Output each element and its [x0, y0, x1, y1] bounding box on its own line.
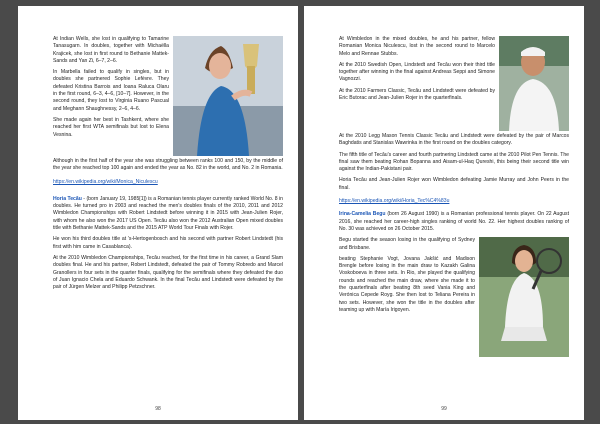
male-player-photo	[499, 36, 569, 131]
paragraph: In Marbella failed to qualify in singles, but in doubles she partnered Sophie Lefèvre. They defeated Kristina Barrois and Ioana Raluca Olaru in the first round, 6–3, 4–6, [10–7]. However, in the second round, they lost to Virginia Ruano Pascual and Meghann Shaughnessy, 2–6, 4–6.	[53, 69, 169, 112]
paragraph: Although in the first half of the year she was struggling between ranks 100 and 150, by the middle of the year she reached top 100 again and ended the year as No. 82 in the world, and No. 2 in Romania.	[53, 158, 283, 172]
paragraph: At the 2010 Legg Mason Tennis Classic Tecău and Lindstedt were defeated by the pair of Marcos Baghdatis and Stanislas Wawrinka in the first round on the doubles category.	[339, 133, 569, 147]
paragraph: At Wimbledon in the mixed doubles, he and his partner, fellow Romanian Monica Niculescu, lost in the second round to Marcelo Melo and Rennae Stubbs.	[339, 36, 495, 57]
paragraph: He won his third doubles title at 's-Hertogenbosch and his second with partner Robert Lindstedt (his first with him came in Casablanca).	[53, 236, 283, 250]
paragraph: At the 2010 Wimbledon Championships, Tecău reached, for the first time in his career, a Grand Slam doubles final. He and his partner, Robert Lindstedt, defeated the pair of Tommy Robredo and Marcel Granollers in four sets in the quarter finals, qualifying for the semifinals where they defeated the duo of Juan Ignacio Chela and Eduardo Schwank. In the final Tecău and Lindstedt were defeated by the pair of Jürgen Melzer and Philipp Petzschner.	[53, 254, 283, 291]
paragraph: At the 2010 Swedish Open, Lindstedt and Tecău won their third title together after winning in the final against Andreas Seppi and Simone Vagnozzi.	[339, 61, 495, 83]
paragraph: (born 26 August 1990) is a Romanian professional tennis player. On 22 August 2016, she reached her career-high singles ranking of world No. 22. Her highest doubles ranking of No. 30 was achieved on 26 October 2015.	[339, 211, 569, 232]
page-number: 98	[155, 406, 161, 412]
person-name: Irina-Camelia Begu	[339, 211, 386, 218]
page-number: 99	[441, 406, 447, 412]
paragraph: The fifth title of Tecău's career and fourth partnering Lindstedt came at the 2010 Pilot Pen Tennis. The final saw them beating Rohan Bopanna and Aisam-ul-Haq Qureshi, this being their second title win against the Indian-Pakistani pair.	[339, 151, 569, 173]
paragraph: - (born January 19, 1985[1]) is a Romanian tennis player currently ranked World No. 8 in doubles. He turned pro in 2003 and reached the men's doubles finals of the 2010, 2011 and 2012 Wimbledon Championships with Robert Lindstedt before winning it in 2015 with Jean-Julien Rojer, with whom he also won the 2017 US Open. Tecău also won the 2012 Australian Open mixed doubles title with Bethanie Mattek-Sands and the 2015 ATP World Tour Finals with Rojer.	[53, 195, 283, 232]
right-page	[304, 6, 584, 420]
trophy-player-photo	[173, 36, 283, 156]
right-column	[339, 36, 569, 359]
left-column	[53, 36, 283, 295]
left-page	[18, 6, 298, 420]
person-name: Horia Tecău	[53, 195, 82, 202]
paragraph: beating Stephanie Vogt, Jovana Jakšić and Madison Brengle before losing in the main draw to Kazakh Galina Voskoboeva in three sets. In Rio, she played the qualifying rounds and reached the main draw, where she made it to the quarterfinals after beating 8th seed Vania King and Verónica Cepede Royg. She then lost to Teliana Pereira in two sets. However, she won the title in the doubles after teaming up with María Irigoyen.	[339, 255, 475, 313]
wiki-link[interactable]: https://en.wikipedia.org/wiki/Horia_Tec%C4%83u	[339, 198, 450, 205]
paragraph: At the 2010 Farmers Classic, Tecău and Lindstedt were defeated by Eric Butorac and Jean-Julien Rojer in the quarterfinals.	[339, 87, 495, 102]
book-spread	[18, 6, 584, 420]
female-player-photo	[479, 237, 569, 357]
paragraph: Horia Tecău and Jean-Julien Rojer won Wimbledon defeating Jamie Murray and John Peers in the final.	[339, 177, 569, 191]
paragraph: Begu started the season losing in the qualifying of Sydney and Brisbane.	[339, 237, 475, 251]
paragraph: At Indian Wells, she lost in qualifying to Tamarine Tanasugarn. In doubles, together with Michaëlla Krajicek, she lost in first round to Bethanie Mattek-Sands and Yan Zi, 6–7, 2–6.	[53, 36, 169, 64]
paragraph: She made again her best in Tashkent, where she reached her first WTA semifinals but lost to Elena Vesnina.	[53, 116, 169, 138]
wiki-link[interactable]: https://en.wikipedia.org/wiki/Monica_Niculescu	[53, 178, 158, 185]
